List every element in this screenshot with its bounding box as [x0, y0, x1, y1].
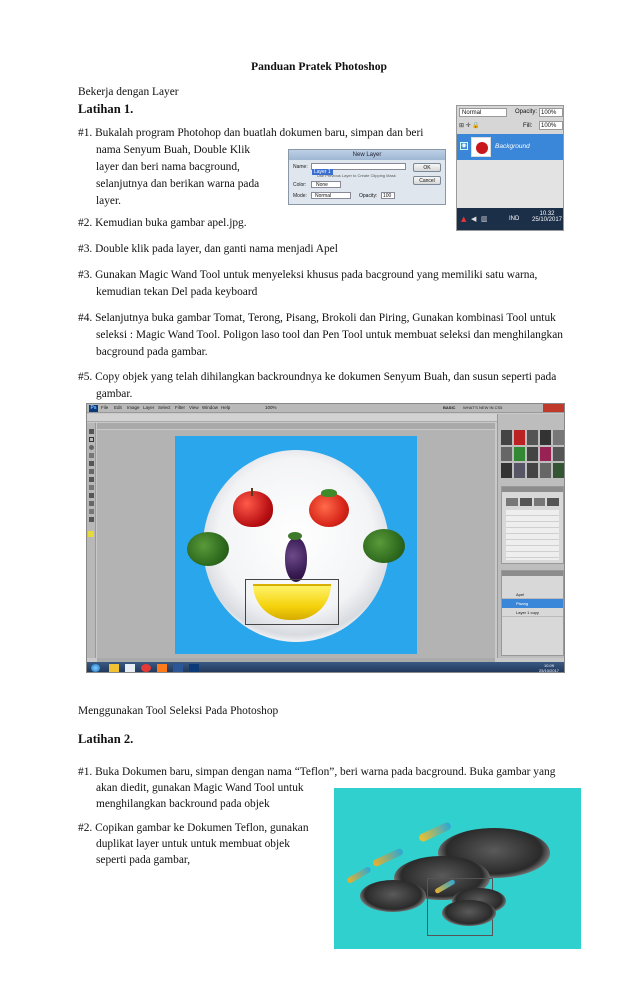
media-taskbar-icon[interactable] — [157, 664, 167, 672]
tray-network-icon[interactable]: ▥ — [481, 215, 488, 223]
pan-handle — [372, 848, 404, 868]
swatch[interactable] — [527, 430, 538, 445]
crop-tool-icon[interactable] — [89, 461, 94, 466]
swatch[interactable] — [527, 447, 538, 462]
lat2-step-1-line: menghilangkan backround pada objek — [96, 798, 270, 810]
layer-row-pisang[interactable]: Pisang — [502, 599, 563, 608]
menu-window[interactable]: Window — [202, 405, 219, 410]
zoom-readout[interactable]: 100% — [265, 405, 277, 410]
layer-name: Background — [495, 143, 530, 150]
dialog-opacity-label: Opacity: — [359, 193, 378, 199]
swatch[interactable] — [540, 447, 551, 462]
tray-time: 10.32 — [539, 211, 555, 217]
dialog-clip-text: Use Previous Layer to Create Clipping Mask — [317, 173, 396, 178]
swatch[interactable] — [514, 447, 525, 462]
dialog-ok-button[interactable]: OK — [413, 163, 441, 172]
taskbar-app-icon[interactable] — [125, 664, 135, 672]
page-title: Panduan Pratek Photoshop — [251, 60, 387, 73]
eyedropper-tool-icon[interactable] — [89, 469, 94, 474]
apple-stem — [251, 488, 253, 496]
broccoli-right-image — [363, 529, 405, 563]
tray-flag-icon[interactable]: ▲ — [461, 215, 467, 223]
broccoli-left-image — [187, 532, 229, 566]
teflon-pans-image — [334, 788, 581, 949]
dialog-color-label: Color: — [293, 182, 307, 188]
word-taskbar-icon[interactable] — [173, 664, 183, 672]
brush-tool-icon[interactable] — [89, 477, 94, 482]
pan-image — [442, 900, 496, 926]
dialog-name-label: Name: — [293, 164, 308, 170]
document-tabs[interactable] — [97, 423, 495, 429]
layers-header — [502, 571, 563, 576]
step-3a: #3. Double klik pada layer, dan ganti nama menjadi Apel — [78, 243, 338, 255]
menu-view[interactable]: View — [189, 405, 199, 410]
step-3b-line: #3. Gunakan Magic Wand Tool untuk menyeleksi khusus pada bacground yang memiliki satu warna, — [78, 269, 538, 281]
tomato-leaf — [321, 489, 337, 497]
step-2: #2. Kemudian buka gambar apel.jpg. — [78, 217, 247, 229]
foreground-color-swatch[interactable] — [88, 531, 94, 537]
tomato-image — [309, 493, 349, 527]
menu-help[interactable]: Help — [221, 405, 231, 410]
swatch[interactable] — [553, 430, 564, 445]
dialog-name-field[interactable] — [311, 163, 406, 175]
adjustment-icon[interactable] — [520, 498, 532, 506]
zoom-tool-icon[interactable] — [89, 517, 94, 522]
pan-handle — [346, 866, 372, 884]
lat2-step-2-line: #2. Copikan gambar ke Dokumen Teflon, gunakan — [78, 822, 309, 834]
adjustments-panel[interactable] — [501, 486, 564, 564]
whats-new-link[interactable]: WHAT'S NEW IN CS5 — [463, 405, 503, 410]
step-4-line: #4. Selanjutnya buka gambar Tomat, Terong, Pisang, Brokoli dan Piring, Gunakan kombinasi Tool untuk — [78, 312, 556, 324]
opacity-label: Opacity: — [515, 109, 538, 115]
layers-panel-screenshot — [456, 105, 564, 231]
workspace-essentials[interactable]: BASIC — [443, 405, 456, 410]
photoshop-window-screenshot — [86, 403, 565, 673]
dialog-mode-select[interactable]: Normal — [311, 192, 351, 199]
section-heading-layer: Bekerja dengan Layer — [78, 86, 179, 98]
dialog-name-value: Layer 1 — [314, 169, 331, 175]
swatch[interactable] — [501, 463, 512, 478]
eraser-tool-icon[interactable] — [89, 485, 94, 490]
eggplant-image — [285, 538, 307, 582]
menu-filter[interactable]: Filter — [175, 405, 185, 410]
adjustments-header — [502, 487, 563, 492]
step-1-line: nama Senyum Buah, Double Klik — [96, 144, 251, 156]
lat2-step-2-line: seperti pada gambar, — [96, 854, 191, 866]
start-button-icon[interactable] — [91, 664, 100, 672]
fill-field[interactable]: 100% — [539, 121, 563, 130]
tray-language[interactable]: IND — [509, 216, 520, 222]
hand-tool-icon[interactable] — [89, 509, 94, 514]
adjustment-icon[interactable] — [547, 498, 559, 506]
lat2-step-1-line: akan diedit, gunakan Magic Wand Tool untuk — [96, 782, 304, 794]
eye-icon[interactable]: ◉ — [461, 143, 467, 149]
fill-label: Fill: — [523, 123, 533, 129]
tools-panel[interactable] — [87, 423, 96, 658]
swatch[interactable] — [553, 447, 564, 462]
lat2-step-1-line: #1. Buka Dokumen baru, simpan dengan nama “Teflon”, beri warna pada bacground. Buka gambar yang — [78, 766, 556, 778]
swatch[interactable] — [501, 447, 512, 462]
layers-panel[interactable] — [501, 570, 564, 656]
step-5-line: gambar. — [96, 388, 133, 400]
dialog-title: New Layer — [289, 150, 445, 160]
adjustments-swatch-grid[interactable] — [501, 430, 564, 478]
magic-wand-tool-icon[interactable] — [89, 453, 94, 458]
swatch[interactable] — [540, 463, 551, 478]
step-1-line: #1. Bukalah program Photohop dan buatlah dokumen baru, simpan dan beri — [78, 127, 424, 139]
swatch[interactable] — [540, 430, 551, 445]
lasso-tool-icon[interactable] — [89, 445, 94, 450]
latihan-1-heading: Latihan 1. — [78, 102, 134, 116]
section-heading-seleksi: Menggunakan Tool Seleksi Pada Photoshop — [78, 705, 279, 717]
chrome-taskbar-icon[interactable] — [141, 664, 151, 672]
blend-mode-select[interactable]: Normal — [459, 108, 507, 117]
swatch[interactable] — [514, 430, 525, 445]
layers-empty-area — [457, 160, 564, 208]
dialog-cancel-button[interactable]: Cancel — [413, 176, 441, 185]
lock-icon: ⊞ ✛ 🔒 — [459, 123, 480, 129]
menu-edit[interactable]: Edit — [114, 405, 122, 410]
latihan-2-heading: Latihan 2. — [78, 732, 134, 746]
menu-select[interactable]: Select — [158, 405, 171, 410]
menu-layer[interactable]: Layer — [143, 405, 155, 410]
tray-clock[interactable] — [531, 211, 563, 223]
new-layer-dialog-screenshot — [288, 149, 446, 205]
explorer-taskbar-icon[interactable] — [109, 664, 119, 672]
options-bar — [87, 414, 565, 422]
marquee-tool-icon[interactable] — [89, 437, 94, 442]
tray-speaker-icon[interactable]: ◀ — [471, 215, 477, 223]
adjustment-icons[interactable] — [506, 498, 559, 506]
taskbar-tray — [457, 208, 564, 231]
layer-thumbnail — [471, 137, 491, 157]
windows-taskbar — [87, 662, 565, 673]
ps-logo[interactable]: Ps — [90, 405, 97, 411]
pan-image — [360, 880, 426, 912]
menu-image[interactable]: Image — [127, 405, 140, 410]
presets-list[interactable] — [506, 510, 559, 560]
swatch[interactable] — [501, 430, 512, 445]
menu-file[interactable]: File — [101, 405, 109, 410]
dialog-color-select[interactable]: None — [311, 181, 341, 188]
move-tool-icon[interactable] — [89, 429, 94, 434]
step-1-line: layer dan beri nama bacground, — [96, 161, 240, 173]
opacity-field[interactable]: 100% — [539, 108, 563, 117]
taskbar-time: 10.09 — [544, 663, 555, 668]
step-1-line: selanjutnya dan berikan warna pada — [96, 178, 260, 190]
swatch[interactable] — [514, 463, 525, 478]
step-5-line: #5. Copy objek yang telah dihilangkan backroundnya ke dokumen Senyum Buah, dan susun seperti pada — [78, 371, 557, 383]
step-1-line: layer. — [96, 195, 121, 207]
right-panels — [497, 414, 565, 658]
step-4-line: bacground pada gambar. — [96, 346, 208, 358]
pen-tool-icon[interactable] — [89, 493, 94, 498]
eggplant-cap — [288, 532, 302, 540]
layer-row-background[interactable] — [457, 134, 564, 160]
dialog-mode-label: Mode: — [293, 193, 307, 199]
type-tool-icon[interactable] — [89, 501, 94, 506]
layer-row-apel[interactable]: Apel — [502, 590, 563, 599]
layer-row-copy[interactable]: Layer 1 copy — [502, 608, 563, 617]
apple-thumbnail-icon — [476, 142, 488, 154]
lat2-step-2-line: duplikat layer untuk untuk membuat objek — [96, 838, 290, 850]
photoshop-taskbar-icon[interactable] — [189, 664, 199, 672]
menu-bar — [87, 404, 565, 413]
document-canvas-senyum-buah[interactable] — [175, 436, 417, 654]
close-window-icon[interactable] — [543, 404, 565, 412]
step-3b-line: kemudian tekan Del pada keyboard — [96, 286, 258, 298]
apple-image — [233, 491, 273, 527]
swatch[interactable] — [553, 463, 564, 478]
taskbar-date: 25/10/2017 — [539, 668, 560, 673]
dialog-opacity-field[interactable]: 100 — [381, 192, 395, 199]
step-4-line: seleksi : Magic Wand Tool. Poligon laso tool dan Pen Tool untuk membuat seleksi dan menghilangkan — [96, 329, 563, 341]
tray-date: 25/10/2017 — [531, 217, 563, 223]
swatch[interactable] — [527, 463, 538, 478]
adjustment-icon[interactable] — [534, 498, 546, 506]
taskbar-clock[interactable] — [539, 663, 559, 673]
adjustment-icon[interactable] — [506, 498, 518, 506]
